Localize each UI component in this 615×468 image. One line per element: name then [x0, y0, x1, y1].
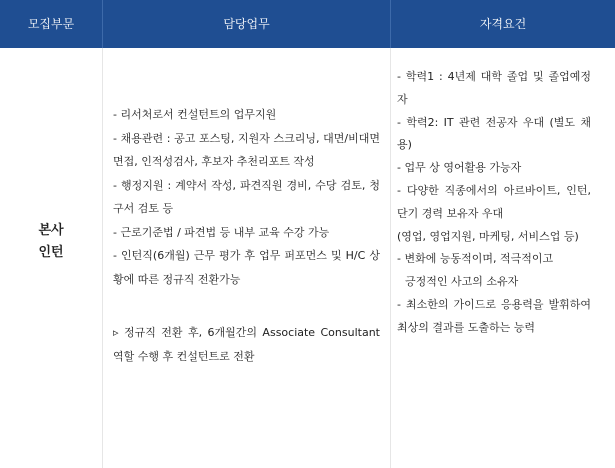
header-duties: 담당업무: [223, 17, 270, 31]
qualification-item-detail: (영업, 영업지원, 마케팅, 서비스업 등): [397, 229, 579, 243]
header-recruitment-field: 모집부문: [27, 17, 75, 31]
header-qualifications: 자격요건: [479, 17, 527, 31]
duty-item: - 인턴직(6개월) 근무 평가 후 업무 퍼포먼스 및 H/C 상황에 따른 정규직 전환가능: [113, 249, 380, 286]
qualification-item: - 다양한 직종에서의 아르바이트, 인턴, 단기 경력 보유자 우대: [397, 183, 591, 220]
qualification-item-continued: 긍정적인 사고의 소유자: [405, 275, 519, 289]
table-header: [0, 0, 615, 48]
qualification-item: - 업무 상 영어활용 가능자: [397, 161, 522, 175]
qualification-item: - 변화에 능동적이며, 적극적이고: [397, 252, 554, 266]
qualification-item: - 최소한의 가이드로 응용력을 발휘하여 최상의 결과를 도출하는 능력: [397, 297, 591, 334]
spacer: [113, 291, 380, 321]
duty-item: - 행정지원 : 계약서 작성, 파견직원 경비, 수당 검토, 청구서 검토 등: [113, 178, 380, 215]
duty-note: ▹ 정규직 전환 후, 6개월간의 Associate Consultant 역할 수행 후 컨설턴트로 전환: [113, 326, 380, 363]
duty-item: - 채용관련 : 공고 포스팅, 지원자 스크리닝, 대면/비대면 면접, 인적성검사, 후보자 추천리포트 작성: [113, 131, 380, 168]
category-line-intern: 인턴: [38, 245, 64, 260]
duty-item: - 근로기준법 / 파견법 등 내부 교육 수강 가능: [113, 225, 330, 239]
column-divider: [390, 48, 391, 468]
qualification-item: - 학력1 : 4년제 대학 졸업 및 졸업예정자: [397, 70, 591, 106]
category-cell: [0, 220, 102, 264]
duties-cell: [113, 103, 380, 368]
qualifications-cell: [397, 66, 591, 340]
category-line-hq: 본사: [38, 223, 64, 238]
column-divider: [102, 48, 103, 468]
duty-item: - 리서처로서 컨설턴트의 업무지원: [113, 108, 277, 121]
qualification-item: - 학력2: IT 관련 전공자 우대 (별도 채용): [397, 115, 591, 152]
